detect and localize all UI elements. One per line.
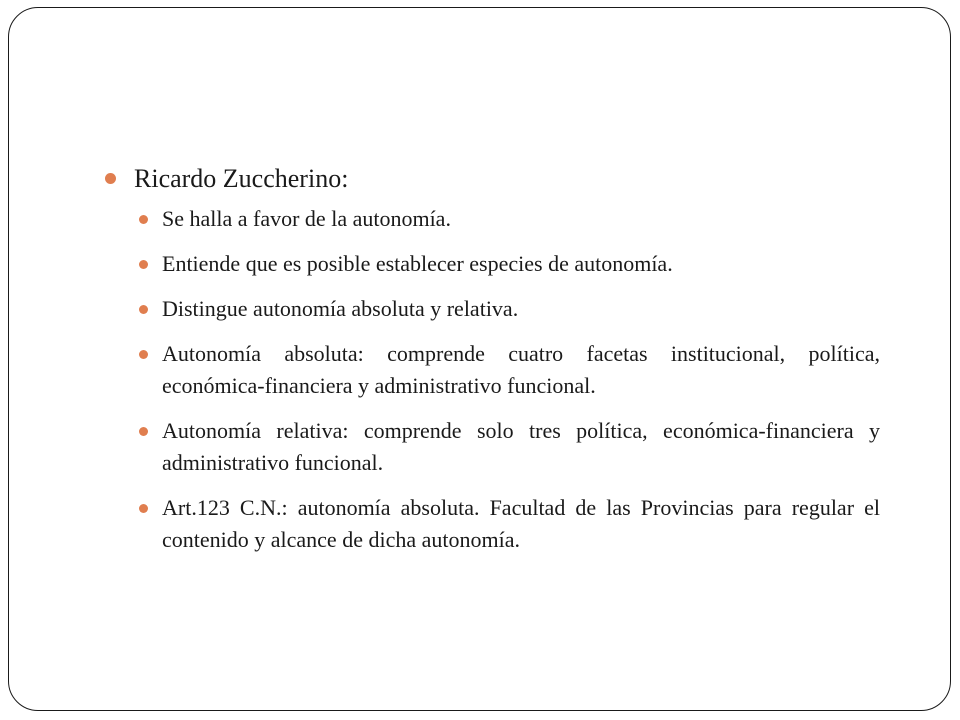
heading-text: Ricardo Zuccherino: <box>134 164 349 193</box>
sub-bullet-text: Autonomía relativa: comprende solo tres política, económica-financiera y administrativo funcional. <box>162 418 880 475</box>
bullet-dot-icon <box>139 504 148 513</box>
bullet-dot-icon <box>105 173 116 184</box>
sub-bullet-text: Distingue autonomía absoluta y relativa. <box>162 296 519 321</box>
sub-bullet-item <box>134 338 880 402</box>
sub-bullet-text: Se halla a favor de la autonomía. <box>162 206 451 231</box>
sub-bullet-item <box>134 415 880 479</box>
bullet-dot-icon <box>139 350 148 359</box>
sub-bullet-text: Art.123 C.N.: autonomía absoluta. Facultad de las Provincias para regular el contenido y alcance de dicha autonomía. <box>162 495 880 552</box>
sub-bullet-item <box>134 293 880 325</box>
bullet-dot-icon <box>139 305 148 314</box>
sub-bullet-text: Entiende que es posible establecer especies de autonomía. <box>162 251 673 276</box>
sub-bullet-item <box>134 248 880 280</box>
sub-bullet-item <box>134 492 880 556</box>
sub-bullet-item <box>134 203 880 235</box>
slide-content <box>104 159 880 569</box>
bullet-dot-icon <box>139 260 148 269</box>
bullet-dot-icon <box>139 215 148 224</box>
bullet-heading <box>104 159 880 199</box>
sub-bullet-list <box>134 203 880 556</box>
bullet-dot-icon <box>139 427 148 436</box>
sub-bullet-text: Autonomía absoluta: comprende cuatro facetas institucional, política, económica-financiera y administrativo funcional. <box>162 341 880 398</box>
